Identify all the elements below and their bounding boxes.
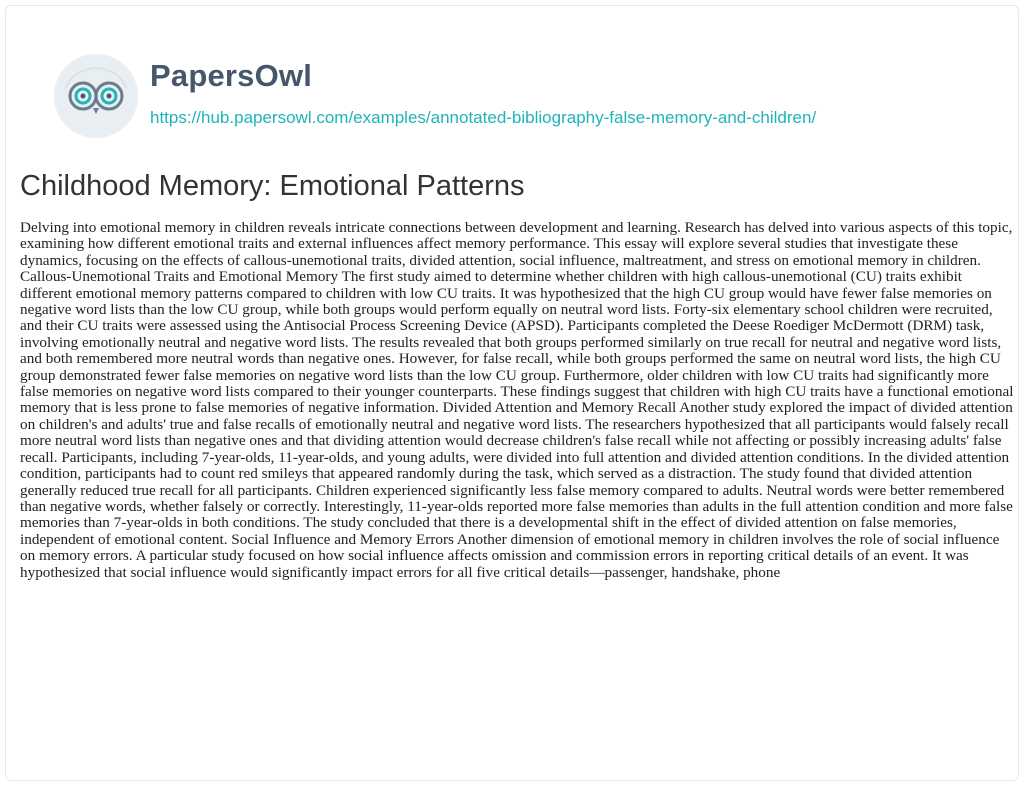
owl-icon[interactable] <box>52 52 140 140</box>
essay-body: Delving into emotional memory in children reveals intricate connections between development and learning. Research has delved into various aspects of this topic, examining how different emotional traits and external influences affect memory performance. This essay will explore several studies that investigate these dynamics, focusing on the effects of callous-unemotional traits, divided attention, social influence, maltreatment, and stress on emotional memory in children. Callous-Unemotional Traits and Emotional Memory The first study aimed to determine whether children with high callous-unemotional (CU) traits exhibit different emotional memory patterns compared to children with low CU traits. It was hypothesized that the high CU group would have fewer false memories on negative word lists than the low CU group, while both groups would perform equally on neutral word lists. Forty-six elementary school children were recruited, and their CU traits were assessed using the Antisocial Process Screening Device (APSD). Participants completed the Deese Roediger McDermott (DRM) task, involving emotionally neutral and negative word lists. The results revealed that both groups performed similarly on true recall for neutral and negative word lists, and both remembered more neutral words than negative ones. However, for false recall, while both groups performed the same on neutral word lists, the high CU group demonstrated fewer false memories on negative word lists than the low CU group. Furthermore, older children with low CU traits had significantly more false memories on negative word lists compared to their younger counterparts. These findings suggest that children with high CU traits have a functional emotional memory that is less prone to false memories of negative information. Divided Attention and Memory Recall Another study explored the impact of divided attention on children's and adults' true and false recalls of emotionally neutral and negative word lists. The researchers hypothesized that all participants would falsely recall more neutral word lists than negative ones and that dividing attention would decrease children's false recall while not affecting or possibly increasing adults' false recall. Participants, including 7-year-olds, 11-year-olds, and young adults, were divided into full attention and divided attention conditions. In the divided attention condition, participants had to count red smileys that appeared randomly during the task, which served as a distraction. The study found that divided attention generally reduced true recall for all participants. Children experienced significantly less false memory compared to adults. Neutral words were better remembered than negative words, whether falsely or correctly. Interestingly, 11-year-olds reported more false memories than adults in the full attention condition and more false memories than 7-year-olds in both conditions. The study concluded that there is a developmental shift in the effect of divided attention on false memories, independent of emotional content. Social Influence and Memory Errors Another dimension of emotional memory in children involves the role of social influence on memory errors. A particular study focused on how social influence affects omission and commission errors in reporting critical details of an event. It was hypothesized that social influence would significantly impact errors for all five critical details—passenger, handshake, phone <box>20 219 1014 581</box>
source-url-link[interactable]: https://hub.papersowl.com/examples/annotated-bibliography-false-memory-and-children/ <box>150 108 817 127</box>
site-header <box>52 52 952 142</box>
brand-name[interactable]: PapersOwl <box>150 58 313 93</box>
page-title: Childhood Memory: Emotional Patterns <box>20 170 525 202</box>
